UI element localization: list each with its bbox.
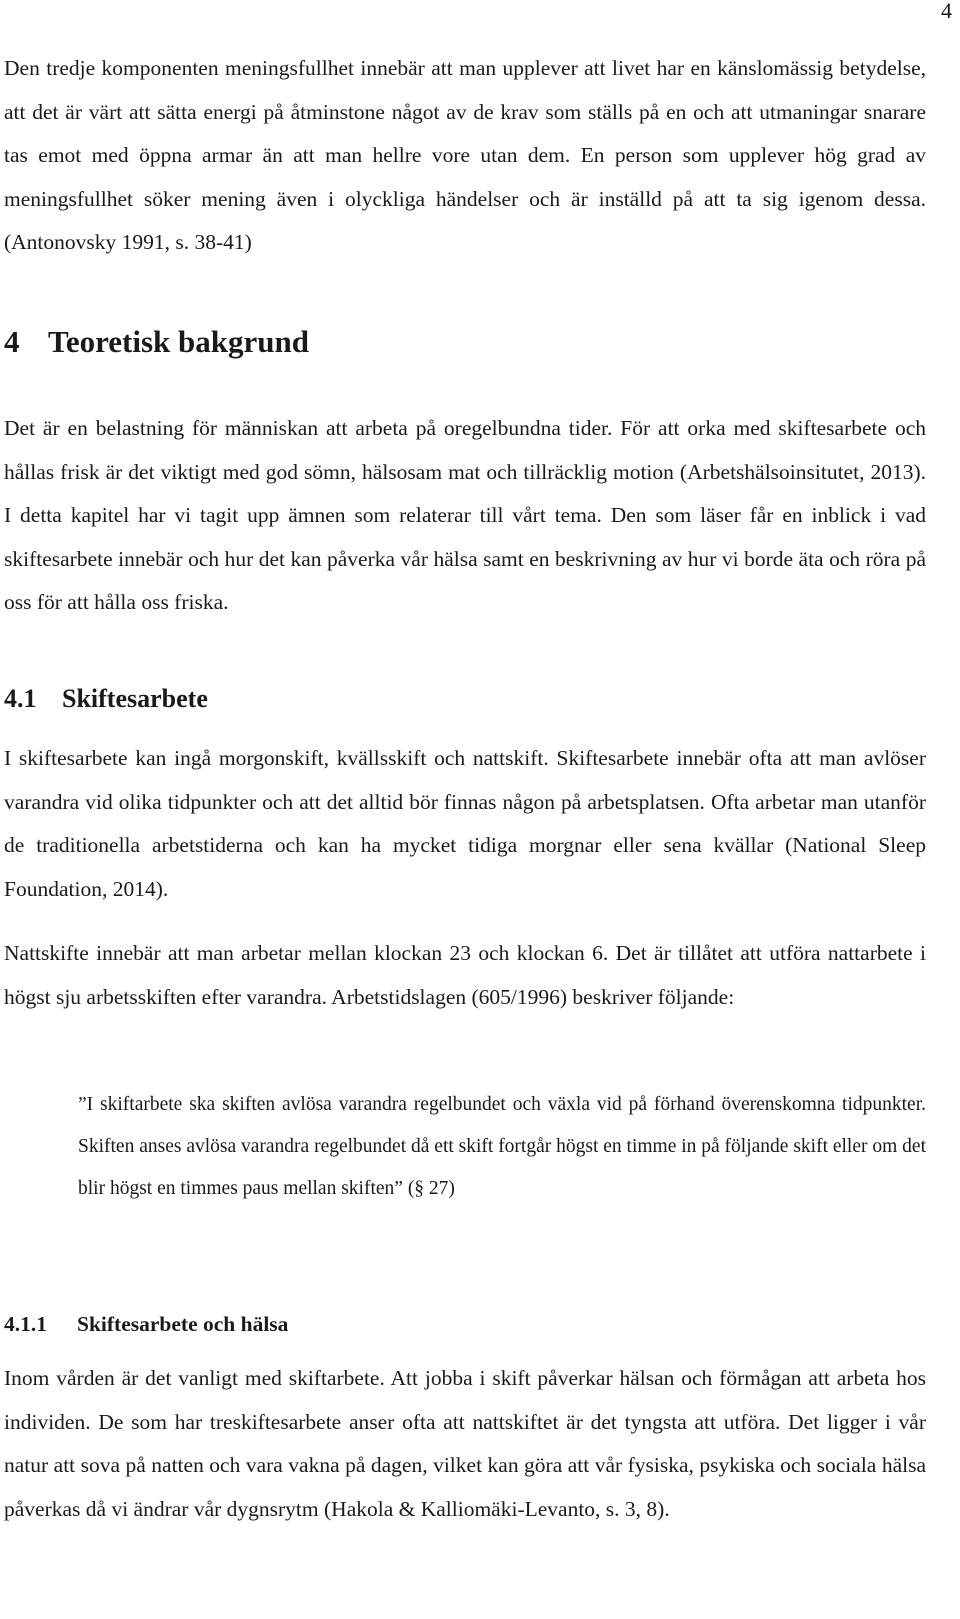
section-title: Teoretisk bakgrund bbox=[48, 324, 310, 359]
block-quote: ”I skiftarbete ska skiften avlösa varandra regelbundet och växla vid på förhand överenskomna tidpunkter. Skiften anses avlösa varandra regelbundet då ett skift fortgår högst en timme in på följande skift eller om det blir högst en timmes paus mellan skiften” (§ 27) bbox=[78, 1094, 926, 1199]
section-title: Skiftesarbete bbox=[62, 684, 208, 713]
section-heading-4-1 bbox=[4, 682, 208, 716]
page-number: 4 bbox=[941, 0, 952, 23]
section-4-1-paragraph-1: I skiftesarbete kan ingå morgonskift, kvällsskift och nattskift. Skiftesarbete innebär ofta att man avlöser varandra vid olika tidpunkter och att det alltid bör finnas någon på arbetsplatsen. Ofta arbetar man utanför de traditionella arbetstiderna och kan ha mycket tidiga morgnar eller sena kvällar (National Sleep Foundation, 2014). bbox=[4, 746, 926, 901]
section-number: 4 bbox=[4, 324, 20, 359]
section-number: 4.1 bbox=[4, 684, 37, 713]
section-4-1-1-paragraph: Inom vården är det vanligt med skiftarbete. Att jobba i skift påverkar hälsan och förmågan att arbeta hos individen. De som har treskiftesarbete anser ofta att nattskiftet är det tyngsta att utföra. Det ligger i vår natur att sova på natten och vara vakna på dagen, vilket kan göra att vår fysiska, psykiska och sociala hälsa påverkas då vi ändrar vår dygnsrytm (Hakola & Kalliomäki-Levanto, s. 3, 8). bbox=[4, 1366, 926, 1521]
section-4-1-paragraph-2: Nattskifte innebär att man arbetar mellan klockan 23 och klockan 6. Det är tillåtet att utföra nattarbete i högst sju arbetsskiften efter varandra. Arbetstidslagen (605/1996) beskriver följande: bbox=[4, 941, 926, 1009]
section-heading-4-1-1 bbox=[4, 1309, 288, 1339]
section-number: 4.1.1 bbox=[4, 1312, 47, 1336]
section-title: Skiftesarbete och hälsa bbox=[77, 1312, 289, 1336]
intro-paragraph: Den tredje komponenten meningsfullhet innebär att man upplever att livet har en känslomässig betydelse, att det är värt att sätta energi på åtminstone något av de krav som ställs på en och att utmaningar snarare tas emot med öppna armar än att man hellre vore utan dem. En person som upplever hög grad av meningsfullhet söker mening även i olyckliga händelser och är inställd på att ta sig igenom dessa. (Antonovsky 1991, s. 38-41) bbox=[4, 56, 926, 254]
section-4-paragraph: Det är en belastning för människan att arbeta på oregelbundna tider. För att orka med skiftesarbete och hållas frisk är det viktigt med god sömn, hälsosam mat och tillräcklig motion (Arbetshälsoinsitutet, 2013). I detta kapitel har vi tagit upp ämnen som relaterar till vårt tema. Den som läser får en inblick i vad skiftesarbete innebär och hur det kan påverka vår hälsa samt en beskrivning av hur vi borde äta och röra på oss för att hålla oss friska. bbox=[4, 416, 926, 614]
section-heading-4 bbox=[4, 322, 309, 362]
